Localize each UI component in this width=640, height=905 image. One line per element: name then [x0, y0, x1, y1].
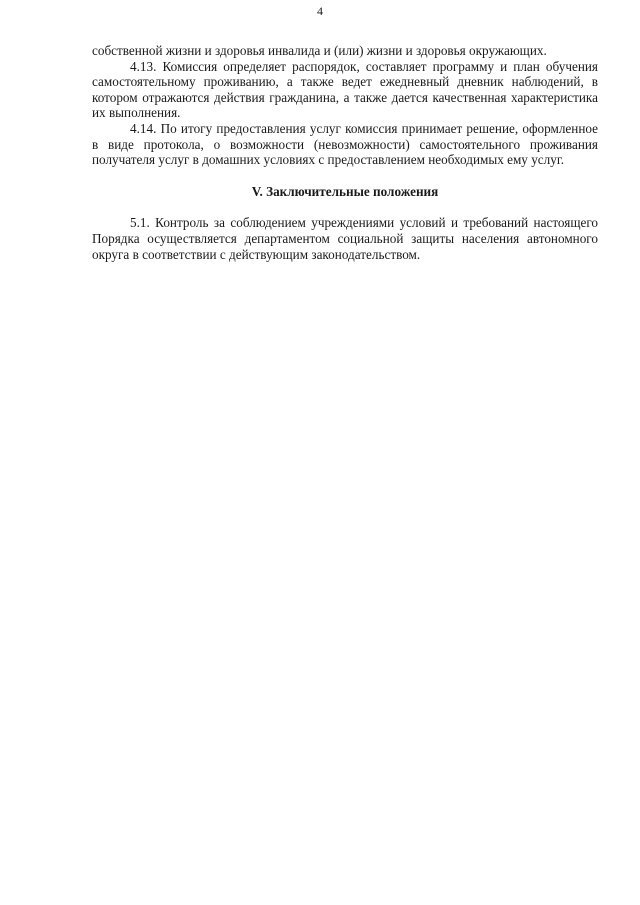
- paragraph-continuation: собственной жизни и здоровья инвалида и (или) жизни и здоровья окружающих.: [92, 43, 547, 58]
- section-heading: V. Заключительные положения: [251, 183, 439, 199]
- document-body: [92, 43, 598, 262]
- paragraph-5-1: 5.1. Контроль за соблюдением учреждениями условий и требований настоящего Порядка осуществляется департаментом социальной защиты населения автономного округа в соответствии с действующим законодательством.: [92, 215, 598, 262]
- paragraph-4-14: 4.14. По итогу предоставления услуг комиссия принимает решение, оформленное в виде протокола, о возможности (невозможности) самостоятельного проживания получателя услуг в домашних условиях с предоставлением необходимых ему услуг.: [92, 120, 598, 168]
- page-number: 4: [317, 4, 323, 18]
- paragraph-4-13: 4.13. Комиссия определяет распорядок, составляет программу и план обучения самостоятельному проживанию, а также ведет ежедневный дневник наблюдений, в котором отражаются действия гражданина, а также дается качественная характеристика их выполнения.: [92, 58, 598, 121]
